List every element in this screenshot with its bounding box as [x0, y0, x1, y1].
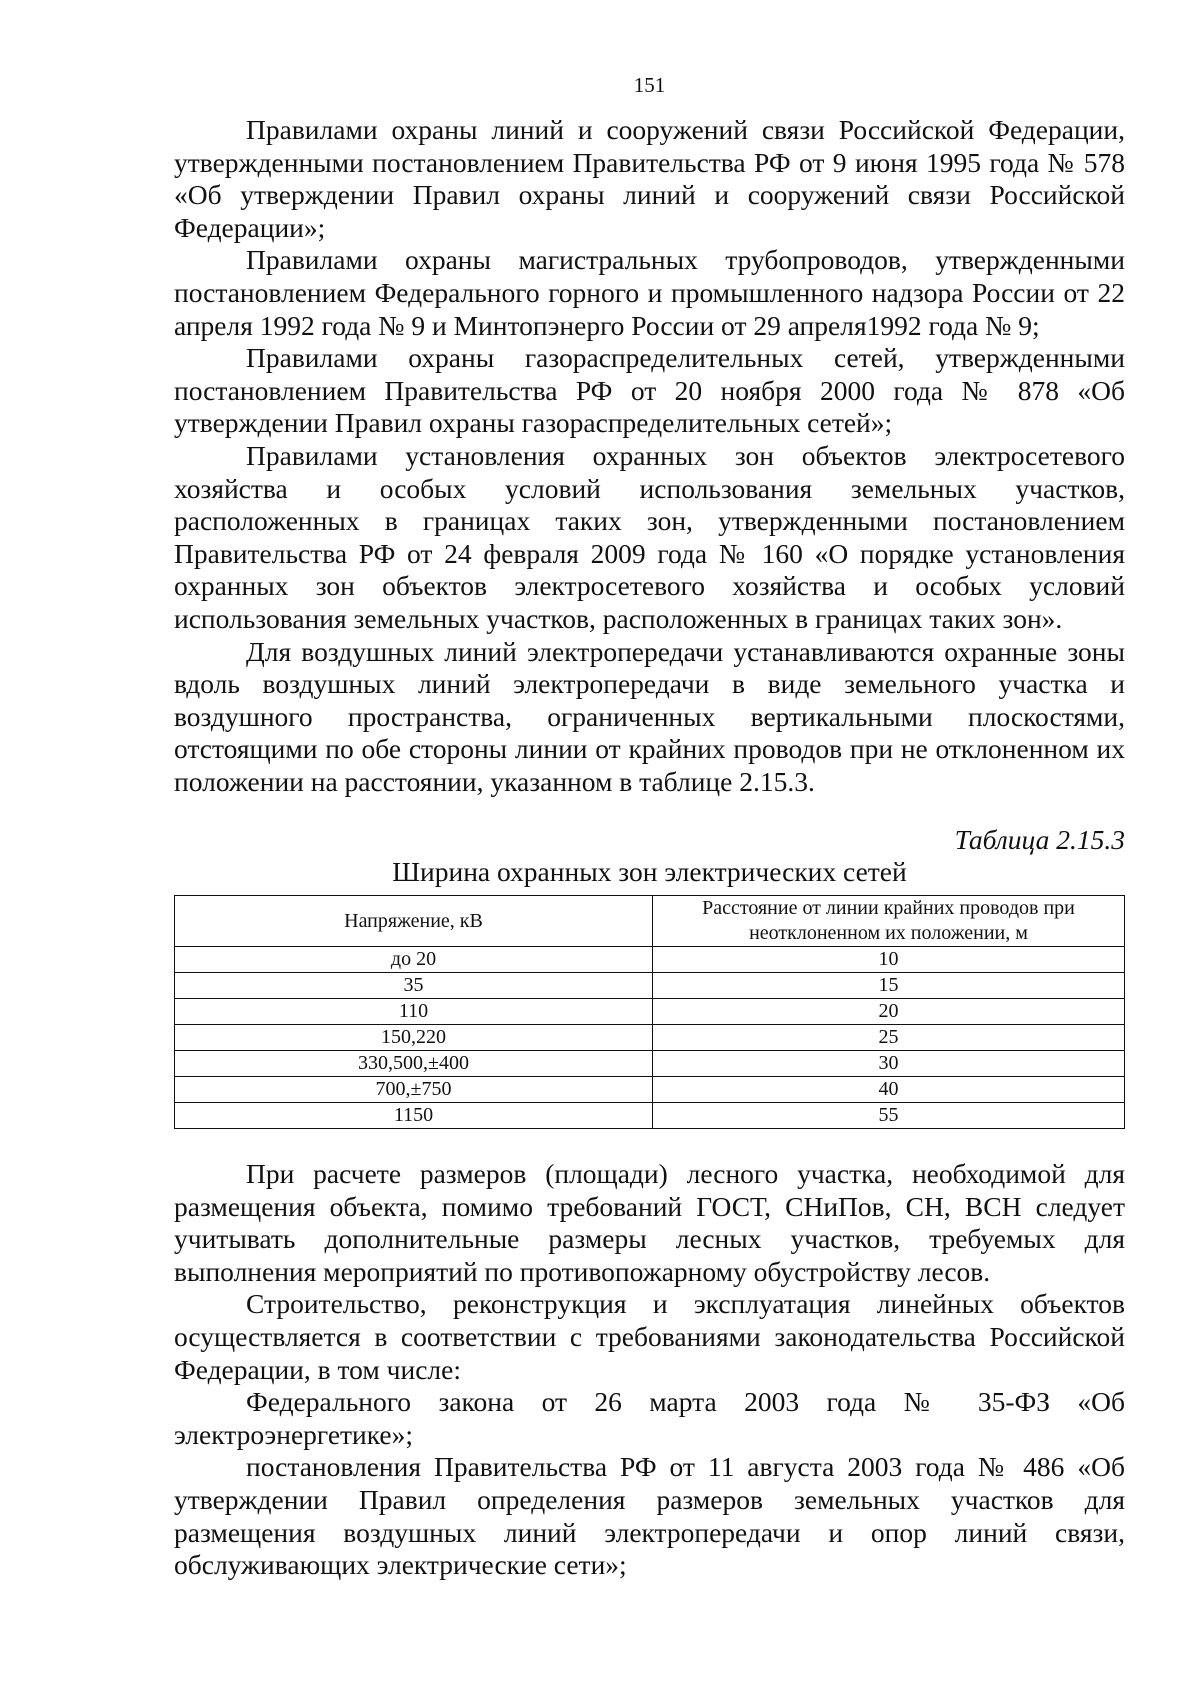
- table-row: [175, 973, 1125, 999]
- table-row: [175, 1103, 1125, 1129]
- paragraph-gas-network-rules: Правилами охраны газораспределительных сетей, утвержденными постановлением Правительства РФ от 20 ноября 2000 года № 878 «Об утверждении Правил охраны газораспределительных сетей»;: [174, 342, 1125, 439]
- cell-distance: 40: [653, 1077, 1125, 1103]
- table-row: [175, 947, 1125, 973]
- cell-voltage: 110: [175, 999, 653, 1025]
- cell-distance: 30: [653, 1051, 1125, 1077]
- cell-distance: 25: [653, 1025, 1125, 1051]
- table-header-row: [175, 896, 1125, 947]
- paragraph-federal-law: Федерального закона от 26 марта 2003 года № 35-ФЗ «Об электроэнергетике»;: [174, 1386, 1125, 1450]
- table-caption: Таблица 2.15.3: [954, 824, 1125, 855]
- header-distance: Расстояние от линии крайних проводов при неотклоненном их положении, м: [653, 896, 1125, 947]
- cell-voltage: 330,500,±400: [175, 1051, 653, 1077]
- table-row: [175, 1077, 1125, 1103]
- cell-distance: 10: [653, 947, 1125, 973]
- paragraph-overhead-lines-zones: Для воздушных линий электропередачи устанавливаются охранные зоны вдоль воздушных линий электропередачи в виде земельного участка и воздушного пространства, ограниченных вертикальными плоскостями, отстоящими по обе стороны линии от крайних проводов при не отклоненном их положении на расстоянии, указанном в таблице 2.15.3.: [174, 635, 1125, 797]
- page-number: 151: [633, 73, 666, 97]
- table-row: [175, 1051, 1125, 1077]
- cell-voltage: 700,±750: [175, 1077, 653, 1103]
- paragraph-linear-objects: Строительство, реконструкция и эксплуатация линейных объектов осуществляется в соответствии с требованиями законодательства Российской Федерации, в том числе:: [174, 1288, 1125, 1385]
- cell-voltage: до 20: [175, 947, 653, 973]
- table-row: [175, 1025, 1125, 1051]
- cell-distance: 20: [653, 999, 1125, 1025]
- text-block-top: [174, 114, 1125, 798]
- paragraph-pipeline-rules: Правилами охраны магистральных трубопроводов, утвержденными постановлением Федерального горного и промышленного надзора России от 22 апреля 1992 года № 9 и Минтопэнерго России от 29 апреля1992 года № 9;: [174, 244, 1125, 341]
- cell-distance: 15: [653, 973, 1125, 999]
- cell-voltage: 1150: [175, 1103, 653, 1129]
- cell-voltage: 35: [175, 973, 653, 999]
- paragraph-forest-plot-size: При расчете размеров (площади) лесного участка, необходимой для размещения объекта, помимо требований ГОСТ, СНиПов, СН, ВСН следует учитывать дополнительные размеры лесных участков, требуемых для выполнения мероприятий по противопожарному обустройству лесов.: [174, 1158, 1125, 1287]
- table-title: Ширина охранных зон электрических сетей: [392, 856, 907, 887]
- table-row: [175, 999, 1125, 1025]
- protection-zones-table: [174, 895, 1125, 1129]
- cell-distance: 55: [653, 1103, 1125, 1129]
- paragraph-government-decree: постановления Правительства РФ от 11 августа 2003 года № 486 «Об утверждении Правил определения размеров земельных участков для размещения воздушных линий электропередачи и опор линий связи, обслуживающих электрические сети»;: [174, 1451, 1125, 1581]
- cell-voltage: 150,220: [175, 1025, 653, 1051]
- paragraph-power-grid-zone-rules: Правилами установления охранных зон объектов электросетевого хозяйства и особых условий использования земельных участков, расположенных в границах таких зон, утвержденными постановлением Правительства РФ от 24 февраля 2009 года № 160 «О порядке установления охранных зон объектов электросетевого хозяйства и особых условий использования земельных участков, расположенных в границах таких зон».: [174, 439, 1125, 634]
- header-voltage: Напряжение, кВ: [175, 896, 653, 947]
- text-block-bottom: [174, 1158, 1125, 1582]
- paragraph-communication-rules: Правилами охраны линий и сооружений связи Российской Федерации, утвержденными постановлением Правительства РФ от 9 июня 1995 года № 578 «Об утверждении Правил охраны линий и сооружений связи Российской Федерации»;: [174, 114, 1125, 243]
